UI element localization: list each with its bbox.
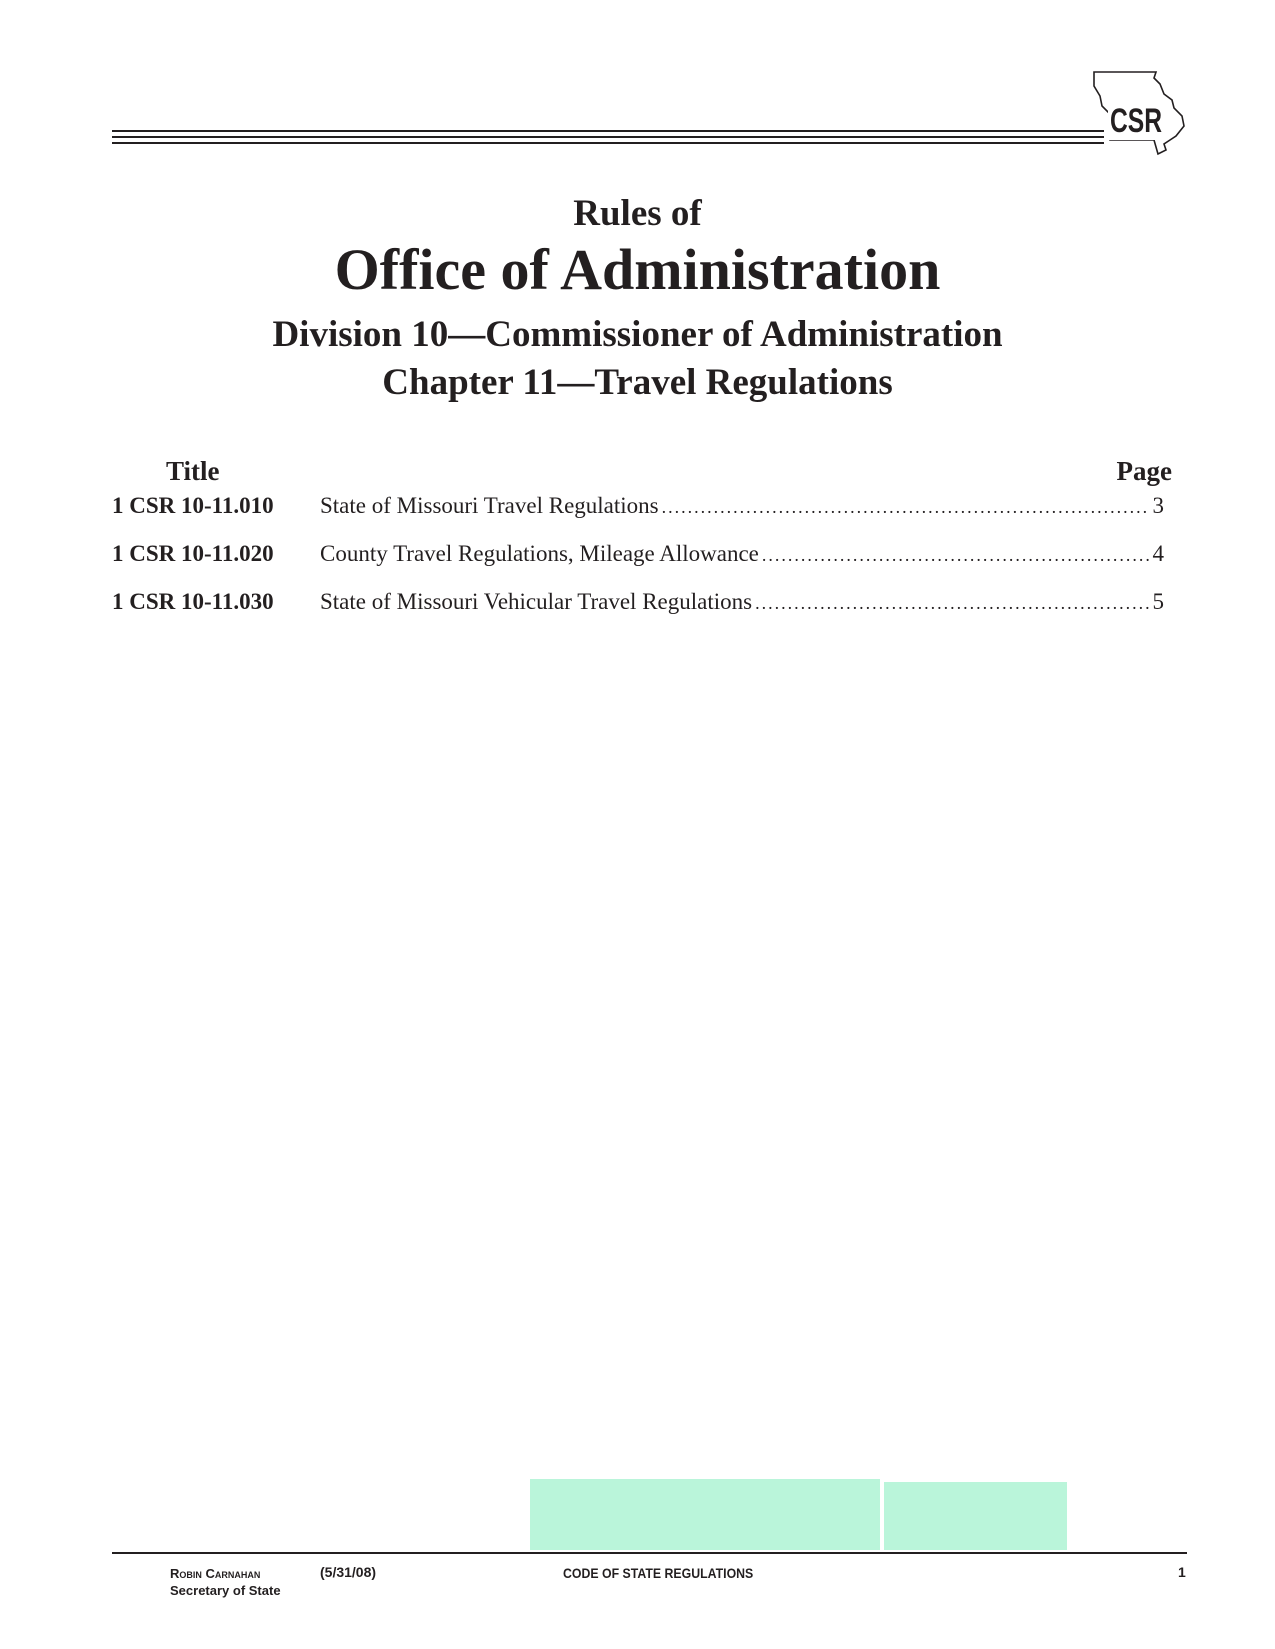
toc-entry[interactable]	[112, 541, 1164, 571]
header-rule	[112, 130, 1104, 146]
highlight-block-left	[530, 1479, 880, 1550]
division-heading: Division 10—Commissioner of Administration	[272, 314, 1003, 355]
toc-entry-cite: 1 CSR 10-11.030	[112, 589, 274, 614]
toc-entry-cite: 1 CSR 10-11.020	[112, 541, 274, 566]
missouri-state-outline-icon	[1088, 70, 1188, 156]
footer-rule	[112, 1552, 1187, 1554]
toc-page-header: Page	[1116, 456, 1172, 486]
chapter-heading: Chapter 11—Travel Regulations	[382, 362, 893, 403]
toc-entry-title: State of Missouri Vehicular Travel Regulations	[320, 589, 753, 614]
toc-entry-page: 4	[1152, 541, 1164, 566]
toc-entry[interactable]	[112, 589, 1164, 619]
footer-secretary-name: Robin Carnahan	[170, 1566, 261, 1581]
csr-logo-text: CSR	[1110, 102, 1162, 140]
csr-logo	[1088, 70, 1188, 156]
toc-entry-page: 5	[1152, 589, 1164, 614]
highlight-block-right	[884, 1482, 1067, 1550]
toc-entry-title: County Travel Regulations, Mileage Allowance	[320, 541, 759, 566]
footer-page-number: 1	[1178, 1564, 1186, 1580]
toc-entry-cite: 1 CSR 10-11.010	[112, 493, 274, 518]
toc-entry-title: State of Missouri Travel Regulations	[320, 493, 659, 518]
agency-title: Office of Administration	[334, 237, 941, 302]
footer-code-label: CODE OF STATE REGULATIONS	[563, 1565, 754, 1581]
rules-of-heading: Rules of	[573, 193, 702, 234]
footer-secretary-role: Secretary of State	[170, 1583, 281, 1598]
footer-date: (5/31/08)	[320, 1564, 377, 1580]
dot-leader	[755, 593, 1149, 614]
dot-leader	[762, 545, 1150, 566]
toc-entry-page: 3	[1152, 493, 1164, 518]
dot-leader	[662, 497, 1150, 518]
toc-title-header: Title	[166, 456, 220, 486]
toc-entry[interactable]	[112, 493, 1164, 523]
